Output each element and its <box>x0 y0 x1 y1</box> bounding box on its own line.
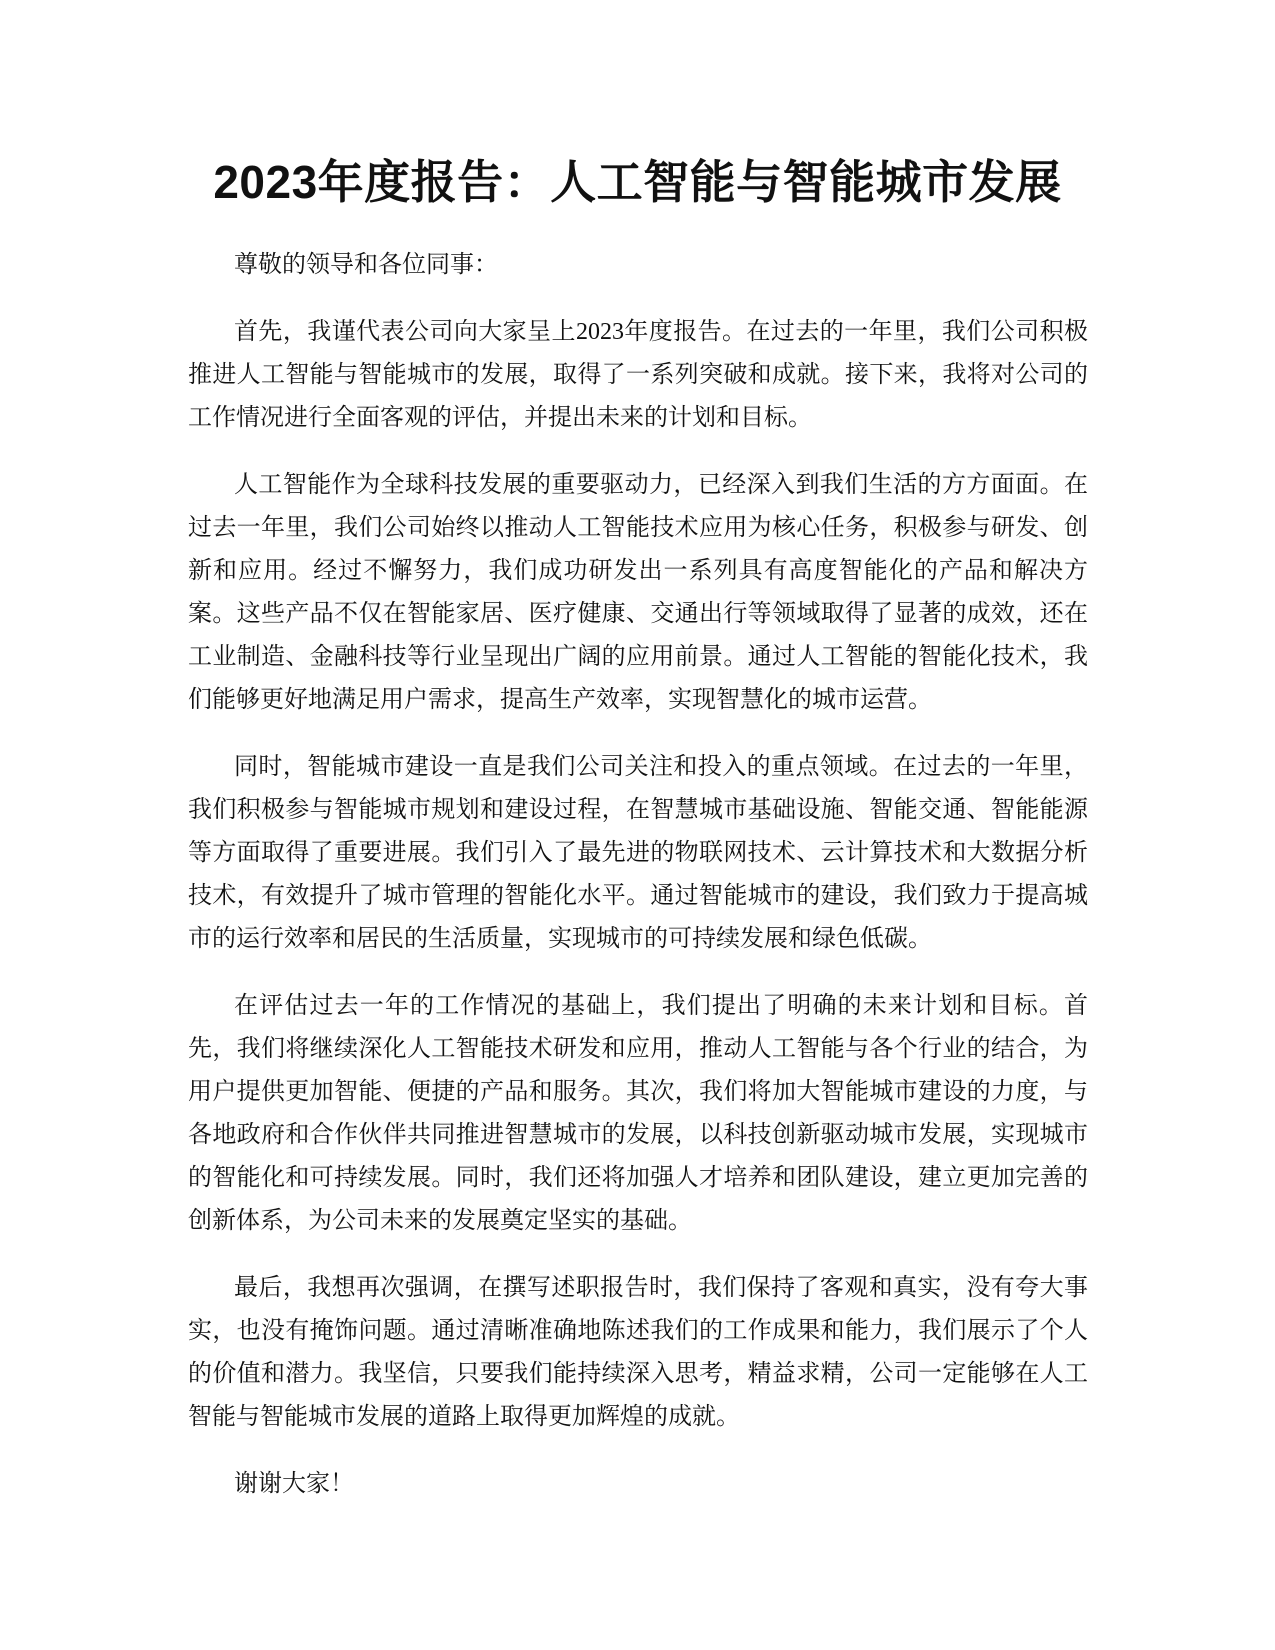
body-paragraph-1: 首先，我谨代表公司向大家呈上2023年度报告。在过去的一年里，我们公司积极推进人工智能与智能城市的发展，取得了一系列突破和成就。接下来，我将对公司的工作情况进行全面客观的评估，并提出未来的计划和目标。 <box>188 319 1088 431</box>
body-paragraph-5: 最后，我想再次强调，在撰写述职报告时，我们保持了客观和真实，没有夸大事实，也没有掩饰问题。通过清晰准确地陈述我们的工作成果和能力，我们展示了个人的价值和潜力。我坚信，只要我们能持续深入思考，精益求精，公司一定能够在人工智能与智能城市发展的道路上取得更加辉煌的成就。 <box>188 1275 1088 1430</box>
closing-paragraph: 谢谢大家！ <box>234 1471 354 1497</box>
document-body <box>188 244 1088 1530</box>
document-title: 2023年度报告：人工智能与智能城市发展 <box>213 156 1062 208</box>
greeting-paragraph: 尊敬的领导和各位同事： <box>234 252 498 278</box>
body-paragraph-4: 在评估过去一年的工作情况的基础上，我们提出了明确的未来计划和目标。首先，我们将继续深化人工智能技术研发和应用，推动人工智能与各个行业的结合，为用户提供更加智能、便捷的产品和服务。其次，我们将加大智能城市建设的力度，与各地政府和合作伙伴共同推进智慧城市的发展，以科技创新驱动城市发展，实现城市的智能化和可持续发展。同时，我们还将加强人才培养和团队建设，建立更加完善的创新体系，为公司未来的发展奠定坚实的基础。 <box>188 993 1088 1234</box>
body-paragraph-3: 同时，智能城市建设一直是我们公司关注和投入的重点领域。在过去的一年里，我们积极参与智能城市规划和建设过程，在智慧城市基础设施、智能交通、智能能源等方面取得了重要进展。我们引入了最先进的物联网技术、云计算技术和大数据分析技术，有效提升了城市管理的智能化水平。通过智能城市的建设，我们致力于提高城市的运行效率和居民的生活质量，实现城市的可持续发展和绿色低碳。 <box>188 754 1088 952</box>
body-paragraph-2: 人工智能作为全球科技发展的重要驱动力，已经深入到我们生活的方方面面。在过去一年里，我们公司始终以推动人工智能技术应用为核心任务，积极参与研发、创新和应用。经过不懈努力，我们成功研发出一系列具有高度智能化的产品和解决方案。这些产品不仅在智能家居、医疗健康、交通出行等领域取得了显著的成效，还在工业制造、金融科技等行业呈现出广阔的应用前景。通过人工智能的智能化技术，我们能够更好地满足用户需求，提高生产效率，实现智慧化的城市运营。 <box>188 472 1088 713</box>
